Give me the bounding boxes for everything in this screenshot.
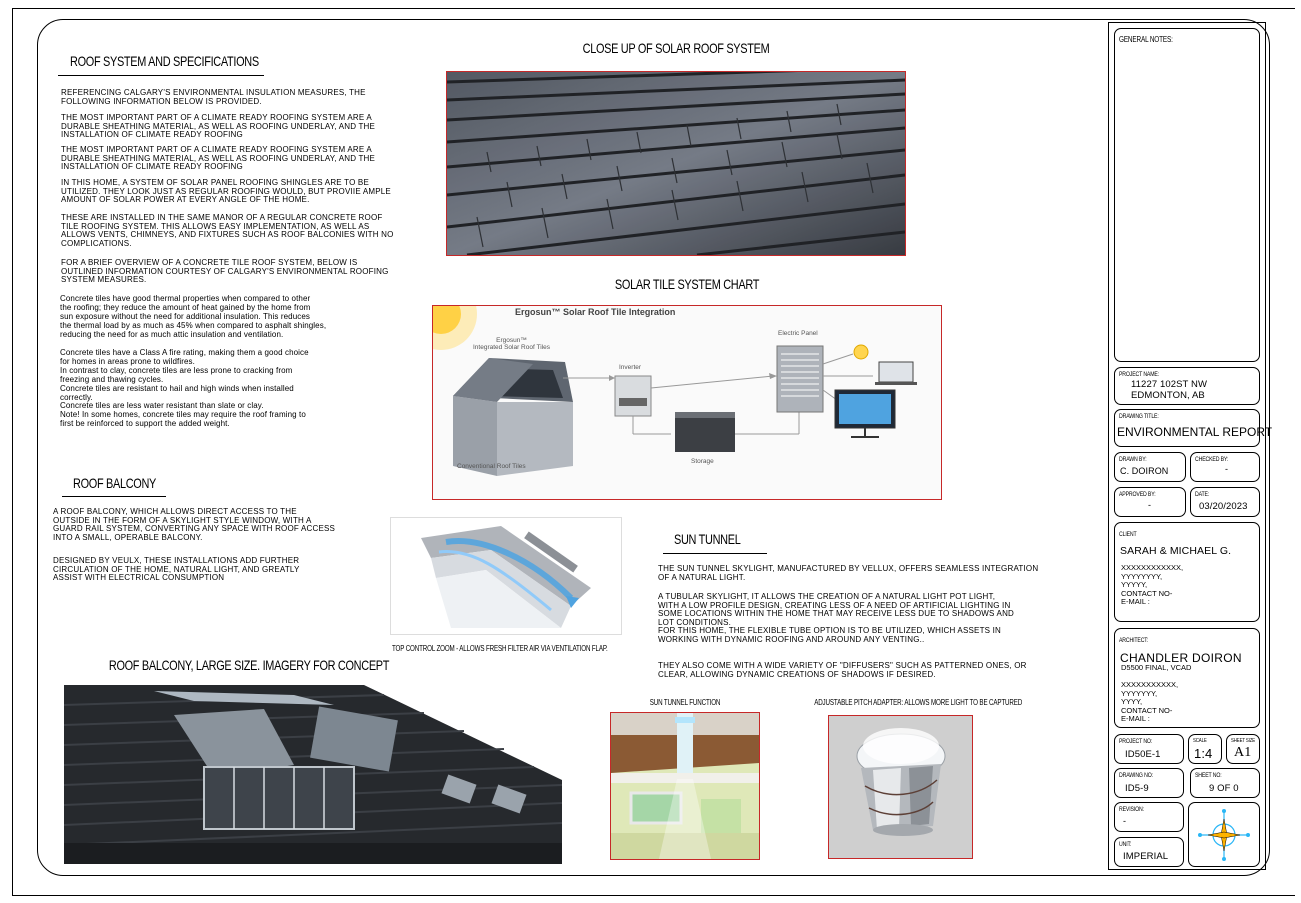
project-no-label: PROJECT NO: [1119,738,1153,745]
north-arrow-box [1188,802,1260,867]
client-label: CLIENT [1119,531,1137,538]
balcony-large-heading: ROOF BALCONY, LARGE SIZE. IMAGERY FOR CONCEPT [108,657,390,673]
architect-label: ARCHITECT: [1119,637,1149,644]
roof-system-para-6: FOR A BRIEF OVERVIEW OF A CONCRETE TILE ROOF SYSTEM, BELOW IS OUTLINED INFORMATION COURTESY OF CALGARY'S ENVIRONMENTAL ROOFING SYSTEM MEASURES. [61,258,389,285]
drawing-no-label: DRAWING NO: [1119,772,1153,779]
sun-tunnel-para-2: A TUBULAR SKYLIGHT, IT ALLOWS THE CREATION OF A NATURAL LIGHT POT LIGHT, WITH A LOW PROFILE DESIGN, CREATING LESS OF A NEED OF ARTIFICIAL LIGHTING IN SOME LOCATIONS WITHIN THE HOME THAT MAY RECEIVE LESS DUE TO SHADOWS AND LOT CONDITIONS. FOR THIS HOME, THE FLEXIBLE TUBE OPTION IS TO BE UTILIZED, WHICH ASSETS IN WORKING WITH DYNAMIC ROOFING AND AROUND ANY VENTING.. [658,592,1015,644]
project-name-line-2: EDMONTON, AB [1131,390,1205,401]
architect-name: CHANDLER DOIRON [1120,651,1242,665]
scale-box [1188,734,1222,764]
checked-by-label: CHECKED BY: [1195,456,1229,463]
label-electric-panel: Electric Panel [778,330,818,337]
roof-system-para-3: THE MOST IMPORTANT PART OF A CLIMATE READY ROOFING SYSTEM ARE A DURABLE SHEATHING MATERIAL, AS WELL AS ROOFING UNDERLAY, AND THE INSTALLATION OF CLIMATE READY ROOFING [61,145,376,172]
roof-system-para-7: Concrete tiles have good thermal properties when compared to other the roofing; they reduce the amount of heat gained by the home from sun exposure without the need for additional insulation. This reduces the thermal load by as much as 45% when compared to asphalt shingles, reducing the need for as much attic insulation and ventilation. [60,294,327,339]
approved-by-label: APPROVED BY: [1119,491,1156,498]
scale-value: 1:4 [1194,746,1213,761]
pitch-adapter-image [828,715,973,859]
general-notes-box [1114,28,1260,362]
checked-by-box [1190,452,1260,482]
drawing-title-box [1114,409,1273,447]
roof-system-para-1: REFERENCING CALGARY'S ENVIRONMENTAL INSULATION MEASURES, THE FOLLOWING INFORMATION BELOW IS PROVIDED. [61,88,366,106]
unit-label: UNIT: [1119,841,1132,848]
unit-value: IMPERIAL [1123,851,1169,862]
roof-system-para-2: THE MOST IMPORTANT PART OF A CLIMATE READY ROOFING SYSTEM ARE A DURABLE SHEATHING MATERIAL, AS WELL AS ROOFING UNDERLAY, AND THE INSTALLATION OF CLIMATE READY ROOFING [61,113,376,140]
project-name-label: PROJECT NAME: [1119,371,1160,378]
general-notes-label: GENERAL NOTES: [1119,35,1173,44]
date-label: DATE: [1195,491,1210,498]
roof-balcony-graphic [64,685,562,864]
roof-balcony-heading: ROOF BALCONY [73,475,157,491]
architect-sub: D5500 FINAL, VCAD [1121,663,1192,672]
sun-tunnel-function-caption: SUN TUNNEL FUNCTION [649,698,721,707]
architect-box [1114,628,1260,728]
checked-by-value: - [1225,464,1229,474]
scale-label: SCALE [1193,738,1207,744]
closeup-heading: CLOSE UP OF SOLAR ROOF SYSTEM [582,40,770,56]
sun-tunnel-heading: SUN TUNNEL [674,531,741,547]
sheet-no-value: 9 OF 0 [1209,783,1239,794]
label-storage: Storage [691,458,714,465]
solar-roof-tiles-graphic [447,72,905,255]
approved-by-box [1114,487,1186,517]
roof-balcony-para-1: A ROOF BALCONY, WHICH ALLOWS DIRECT ACCESS TO THE OUTSIDE IN THE FORM OF A SKYLIGHT STYLE WINDOW, WITH A GUARD RAIL SYSTEM, CONVERTING ANY SPACE WITH ROOF ACCESS INTO A SMALL, OPERABLE BALCONY. [53,507,336,542]
drawing-no-box [1114,768,1184,798]
project-name-box [1114,367,1260,405]
roof-system-heading-underline [58,75,264,76]
drawn-by-label: DRAWN BY: [1119,456,1147,463]
drawn-by-box [1114,452,1186,482]
revision-box [1114,802,1184,832]
roof-system-heading: ROOF SYSTEM AND SPECIFICATIONS [70,53,259,69]
top-control-zoom-image [390,517,622,635]
drawn-by-value: C. DOIRON [1120,466,1169,476]
sun-tunnel-heading-underline [663,553,767,554]
solar-tile-chart-image [432,305,942,500]
sun-tunnel-function-graphic [611,713,759,859]
sheet-size-value: A1 [1234,745,1252,760]
label-conventional-tiles: Conventional Roof Tiles [457,463,526,470]
roof-system-para-8: Concrete tiles have a Class A fire rating, making them a good choice for homes in areas prone to wildfires. In contrast to clay, concrete tiles are less prone to cracking from freezing and thawing cycles. Concrete tiles are resistant to hail and high winds when installed correctly. Concrete tiles are less water resistant than slate or clay. Note! In some homes, concrete tiles may require the roof framing to first be reinforced to support the added weight. [60,348,309,429]
roof-system-para-4: IN THIS HOME, A SYSTEM OF SOLAR PANEL ROOFING SHINGLES ARE TO BE UTILIZED. THEY LOOK JUST AS REGULAR ROOFING WOULD, BUT PROVIIE AMPLE AMOUNT OF SOLAR POWER AT EVERY ANGLE OF THE HOME. [61,178,391,205]
unit-box [1114,837,1184,867]
sheet-size-label: SHEET SIZE [1231,738,1255,744]
roof-balcony-large-image [64,685,562,864]
revision-label: REVISION: [1119,806,1144,813]
solar-chart-heading: SOLAR TILE SYSTEM CHART [614,276,760,292]
label-integrated-tiles: Ergosun™ Integrated Solar Roof Tiles [473,337,550,351]
project-name-line-1: 11227 102ST NW [1131,379,1208,390]
client-details: XXXXXXXXXXXX, YYYYYYYY, YYYYY, CONTACT NO- E-MAIL : [1121,563,1184,606]
drawing-title-value: ENVIRONMENTAL REPORT [1117,425,1273,439]
drawing-title-label: DRAWING TITLE: [1119,413,1159,420]
sun-tunnel-para-3: THEY ALSO COME WITH A WIDE VARIETY OF "DIFFUSERS" SUCH AS PATTERNED ONES, OR CLEAR, ALLOWING DYNAMIC CREATIONS OF SHADOWS IF DESIRED. [658,661,1027,679]
architect-details: XXXXXXXXXXX, YYYYYYY, YYYY, CONTACT NO- E-MAIL : [1121,680,1179,723]
pitch-adapter-graphic [829,716,972,858]
solar-roof-closeup-image [446,71,906,256]
roof-system-para-5: THESE ARE INSTALLED IN THE SAME MANOR OF A REGULAR CONCRETE ROOF TILE ROOFING SYSTEM. THIS ALLOWS EASY IMPLEMENTATION, AS WELL AS ALLOWS VENTS, CHIMNEYS, AND FIXTURES SUCH AS ROOF BALCONIES WITH NO COMPLICATIONS. [61,213,394,248]
sun-tunnel-para-1: THE SUN TUNNEL SKYLIGHT, MANUFACTURED BY VELLUX, OFFERS SEAMLESS INTEGRATION OF A NATURAL LIGHT. [658,564,1039,582]
solar-system-diagram [433,306,941,499]
drawing-no-value: ID5-9 [1125,783,1149,794]
label-inverter: Inverter [619,364,642,371]
solar-chart-title: Ergosun™ Solar Roof Tile Integration [515,307,676,317]
roof-balcony-heading-underline [62,496,166,497]
roof-balcony-para-2: DESIGNED BY VEULX, THESE INSTALLATIONS ADD FURTHER CIRCULATION OF THE HOME, NATURAL LIGHT, AND GREATLY ASSIST WITH ELECTRICAL CONSUMPTION [53,556,300,583]
approved-by-value: - [1148,500,1152,510]
date-box [1190,487,1260,517]
pitch-adapter-caption: ADJUSTABLE PITCH ADAPTER: ALLOWS MORE LIGHT TO BE CAPTURED [814,698,1023,707]
revision-value: - [1123,816,1127,826]
client-box [1114,522,1260,622]
sheet-no-label: SHEET NO: [1195,772,1222,779]
skylight-section-graphic [391,518,621,634]
sheet-size-box [1226,734,1260,764]
sheet-no-box [1190,768,1260,798]
date-value: 03/20/2023 [1199,501,1248,512]
project-no-value: ID50E-1 [1125,749,1161,760]
client-name: SARAH & MICHAEL G. [1120,545,1232,557]
project-no-box [1114,734,1184,764]
sun-tunnel-function-image [610,712,760,860]
top-control-caption: TOP CONTROL ZOOM - ALLOWS FRESH FILTER AIR VIA VENTILATION FLAP. [392,644,608,653]
compass-icon [1189,803,1259,866]
